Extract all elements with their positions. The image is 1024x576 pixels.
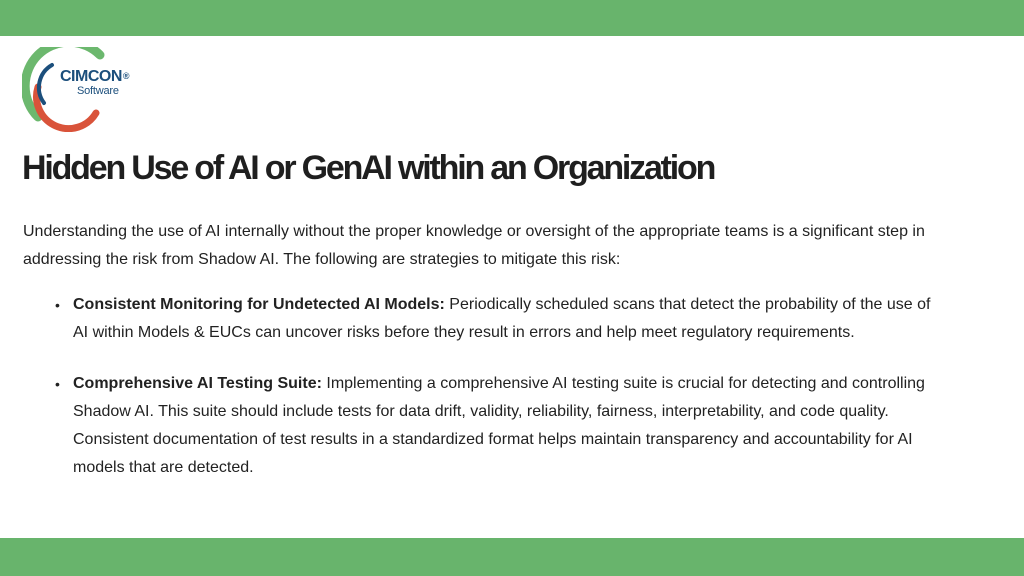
intro-paragraph: Understanding the use of AI internally without the proper knowledge or oversight of the appropriate teams is a significant step in addressing the risk from Shadow AI. The following are strategies to mitigate this risk: <box>23 223 925 268</box>
bullet-icon: • <box>55 376 60 392</box>
logo-subtitle: Software <box>77 85 119 97</box>
bullet-heading: Comprehensive AI Testing Suite: <box>73 375 322 392</box>
list-item <box>55 291 935 347</box>
list-item <box>55 370 935 482</box>
top-band <box>0 0 1024 36</box>
logo-wordmark: CIMCON® <box>60 68 130 85</box>
page-title: Hidden Use of AI or GenAI within an Organization <box>22 149 715 187</box>
strategy-list <box>55 291 935 482</box>
bullet-heading: Consistent Monitoring for Undetected AI Models: <box>73 296 445 313</box>
bullet-text: Periodically scheduled scans that detect the probability of the use of AI within Models & EUCs can uncover risks before they result in errors and help meet regulatory requirements. <box>73 296 931 341</box>
cimcon-logo <box>22 47 142 132</box>
bottom-band <box>0 538 1024 576</box>
bullet-text: Implementing a comprehensive AI testing suite is crucial for detecting and controlling Shadow AI. This suite should include tests for data drift, validity, reliability, fairness, interpretability, and code quality. Consistent documentation of test results in a standardized format helps maintain transparency and accountability for AI models that are detected. <box>73 375 925 476</box>
logo-registered-mark: ® <box>122 71 130 81</box>
bullet-icon: • <box>55 297 60 313</box>
